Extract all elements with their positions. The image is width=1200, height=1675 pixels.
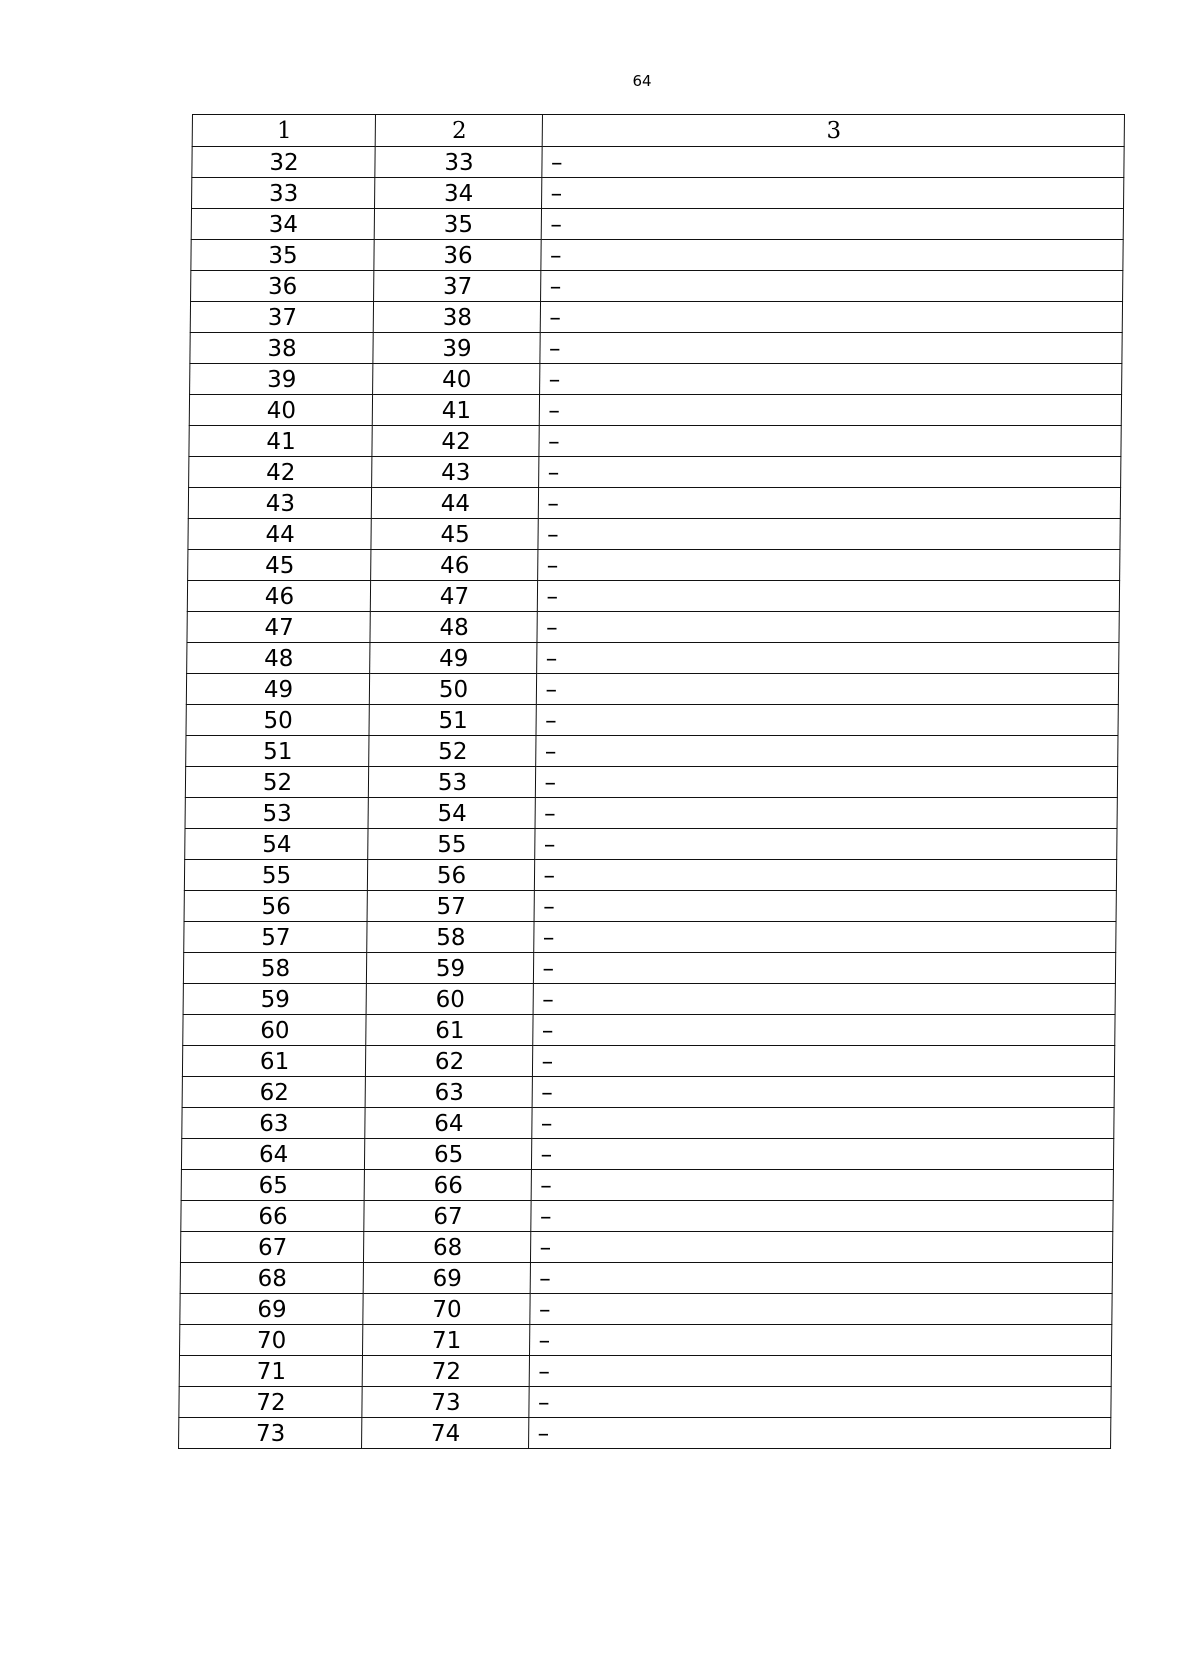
cell-col-1: 43 <box>188 488 371 519</box>
cell-col-2: 67 <box>364 1201 531 1232</box>
cell-col-2: 62 <box>366 1046 533 1077</box>
cell-col-1: 55 <box>185 860 368 891</box>
table-row <box>185 829 1117 860</box>
cell-col-3: – <box>536 736 1118 767</box>
table-row <box>190 302 1122 333</box>
cell-col-3: – <box>530 1263 1112 1294</box>
cell-col-2: 58 <box>367 922 534 953</box>
cell-col-1: 68 <box>180 1263 363 1294</box>
cell-col-1: 53 <box>185 798 368 829</box>
cell-col-1: 39 <box>190 364 373 395</box>
cell-col-2: 36 <box>374 240 541 271</box>
cell-col-1: 47 <box>187 612 370 643</box>
table-row <box>191 209 1123 240</box>
cell-col-1: 62 <box>182 1077 365 1108</box>
table-row <box>182 1108 1114 1139</box>
cell-col-2: 54 <box>368 798 535 829</box>
cell-col-1: 38 <box>190 333 373 364</box>
cell-col-2: 46 <box>371 550 538 581</box>
table-row <box>181 1139 1113 1170</box>
table-row <box>184 860 1116 891</box>
cell-col-2: 71 <box>363 1325 530 1356</box>
cell-col-1: 44 <box>188 519 371 550</box>
cell-col-1: 40 <box>189 395 372 426</box>
table-row <box>187 581 1119 612</box>
cell-col-1: 70 <box>180 1325 363 1356</box>
cell-col-1: 37 <box>190 302 373 333</box>
cell-col-1: 66 <box>181 1201 364 1232</box>
table-header-row <box>192 115 1124 147</box>
table-row <box>187 612 1119 643</box>
table-row <box>179 1387 1111 1418</box>
cell-col-2: 68 <box>364 1232 531 1263</box>
table-row <box>192 178 1124 209</box>
cell-col-3: – <box>537 643 1119 674</box>
cell-col-2: 57 <box>367 891 534 922</box>
cell-col-3: – <box>529 1356 1111 1387</box>
table-row <box>184 891 1116 922</box>
cell-col-1: 41 <box>189 426 372 457</box>
cell-col-3: – <box>538 519 1120 550</box>
cell-col-1: 52 <box>186 767 369 798</box>
table-row <box>188 550 1120 581</box>
cell-col-3: – <box>531 1201 1113 1232</box>
table-row <box>182 1077 1114 1108</box>
table-row <box>180 1232 1112 1263</box>
cell-col-3: – <box>533 1046 1115 1077</box>
cell-col-1: 59 <box>183 984 366 1015</box>
cell-col-3: – <box>538 550 1120 581</box>
table-row <box>188 519 1120 550</box>
cell-col-3: – <box>532 1108 1114 1139</box>
cell-col-3: – <box>531 1232 1113 1263</box>
cell-col-1: 69 <box>180 1294 363 1325</box>
cell-col-3: – <box>531 1170 1113 1201</box>
cell-col-2: 52 <box>369 736 536 767</box>
cell-col-2: 64 <box>365 1108 532 1139</box>
cell-col-2: 51 <box>369 705 536 736</box>
table-row <box>183 984 1115 1015</box>
table-row <box>190 364 1122 395</box>
cell-col-2: 44 <box>371 488 538 519</box>
table-row <box>186 705 1118 736</box>
cell-col-1: 35 <box>191 240 374 271</box>
cell-col-2: 41 <box>372 395 539 426</box>
table-body <box>179 147 1125 1449</box>
cell-col-2: 37 <box>374 271 541 302</box>
cell-col-2: 40 <box>373 364 540 395</box>
cell-col-2: 48 <box>370 612 537 643</box>
cell-col-3: – <box>529 1387 1111 1418</box>
cell-col-1: 33 <box>192 178 375 209</box>
cell-col-3: – <box>534 922 1116 953</box>
column-header-2: 2 <box>375 115 542 147</box>
cell-col-3: – <box>536 674 1118 705</box>
cell-col-3: – <box>534 891 1116 922</box>
cell-col-3: – <box>541 271 1123 302</box>
cell-col-3: – <box>538 488 1120 519</box>
table-row <box>191 240 1123 271</box>
cell-col-3: – <box>535 860 1117 891</box>
cell-col-1: 71 <box>179 1356 362 1387</box>
cell-col-2: 65 <box>365 1139 532 1170</box>
cell-col-2: 39 <box>373 333 540 364</box>
cell-col-1: 60 <box>183 1015 366 1046</box>
cell-col-3: – <box>530 1325 1112 1356</box>
cell-col-3: – <box>541 209 1123 240</box>
cell-col-3: – <box>539 426 1121 457</box>
table-row <box>192 147 1124 178</box>
table-row <box>189 457 1121 488</box>
cell-col-1: 42 <box>189 457 372 488</box>
cell-col-2: 72 <box>362 1356 529 1387</box>
cell-col-3: – <box>530 1294 1112 1325</box>
data-table <box>178 114 1125 1449</box>
table-row <box>188 488 1120 519</box>
cell-col-3: – <box>537 581 1119 612</box>
cell-col-2: 43 <box>372 457 539 488</box>
cell-col-2: 53 <box>369 767 536 798</box>
page-number: 64 <box>632 72 652 90</box>
cell-col-3: – <box>533 984 1115 1015</box>
cell-col-3: – <box>532 1139 1114 1170</box>
cell-col-3: – <box>542 147 1124 178</box>
cell-col-1: 56 <box>184 891 367 922</box>
table-row <box>181 1201 1113 1232</box>
cell-col-2: 42 <box>372 426 539 457</box>
table-row <box>189 426 1121 457</box>
cell-col-2: 60 <box>366 984 533 1015</box>
cell-col-1: 57 <box>184 922 367 953</box>
cell-col-1: 32 <box>192 147 375 178</box>
cell-col-3: – <box>536 705 1118 736</box>
cell-col-3: – <box>540 364 1122 395</box>
table-row <box>183 1015 1115 1046</box>
cell-col-3: – <box>541 240 1123 271</box>
cell-col-1: 49 <box>186 674 369 705</box>
cell-col-2: 34 <box>375 178 542 209</box>
table-row <box>186 674 1118 705</box>
cell-col-3: – <box>529 1418 1111 1449</box>
table-row <box>179 1418 1111 1449</box>
column-header-3: 3 <box>542 115 1124 147</box>
cell-col-1: 61 <box>183 1046 366 1077</box>
table-row <box>190 333 1122 364</box>
column-header-1: 1 <box>192 115 375 147</box>
cell-col-2: 73 <box>362 1387 529 1418</box>
cell-col-1: 54 <box>185 829 368 860</box>
table-row <box>187 643 1119 674</box>
table-row <box>182 1046 1114 1077</box>
cell-col-1: 50 <box>186 705 369 736</box>
cell-col-1: 48 <box>187 643 370 674</box>
cell-col-1: 51 <box>186 736 369 767</box>
cell-col-2: 70 <box>363 1294 530 1325</box>
cell-col-1: 45 <box>188 550 371 581</box>
cell-col-1: 58 <box>184 953 367 984</box>
table-row <box>185 767 1117 798</box>
cell-col-2: 63 <box>365 1077 532 1108</box>
cell-col-3: – <box>533 1015 1115 1046</box>
cell-col-2: 74 <box>362 1418 529 1449</box>
cell-col-2: 56 <box>368 860 535 891</box>
cell-col-2: 55 <box>368 829 535 860</box>
cell-col-3: – <box>535 798 1117 829</box>
cell-col-2: 49 <box>370 643 537 674</box>
cell-col-3: – <box>540 333 1122 364</box>
cell-col-2: 69 <box>363 1263 530 1294</box>
cell-col-3: – <box>540 302 1122 333</box>
table-row <box>191 271 1123 302</box>
table-row <box>179 1356 1111 1387</box>
cell-col-1: 34 <box>191 209 374 240</box>
cell-col-3: – <box>537 612 1119 643</box>
cell-col-1: 73 <box>179 1418 362 1449</box>
cell-col-3: – <box>532 1077 1114 1108</box>
cell-col-1: 64 <box>182 1139 365 1170</box>
table-row <box>179 1325 1111 1356</box>
cell-col-3: – <box>539 395 1121 426</box>
cell-col-2: 35 <box>374 209 541 240</box>
cell-col-3: – <box>536 767 1118 798</box>
table-row <box>184 922 1116 953</box>
cell-col-3: – <box>535 829 1117 860</box>
cell-col-2: 61 <box>366 1015 533 1046</box>
cell-col-2: 50 <box>369 674 536 705</box>
table-row <box>189 395 1121 426</box>
cell-col-1: 46 <box>187 581 370 612</box>
cell-col-1: 67 <box>181 1232 364 1263</box>
table-row <box>180 1294 1112 1325</box>
cell-col-2: 66 <box>364 1170 531 1201</box>
table-row <box>180 1263 1112 1294</box>
cell-col-2: 45 <box>371 519 538 550</box>
cell-col-2: 59 <box>367 953 534 984</box>
table-row <box>186 736 1118 767</box>
cell-col-1: 72 <box>179 1387 362 1418</box>
cell-col-3: – <box>542 178 1124 209</box>
cell-col-2: 33 <box>375 147 542 178</box>
cell-col-2: 47 <box>370 581 537 612</box>
table-row <box>183 953 1115 984</box>
cell-col-1: 36 <box>191 271 374 302</box>
cell-col-1: 65 <box>181 1170 364 1201</box>
table-row <box>185 798 1117 829</box>
cell-col-1: 63 <box>182 1108 365 1139</box>
cell-col-3: – <box>534 953 1116 984</box>
table-row <box>181 1170 1113 1201</box>
cell-col-3: – <box>539 457 1121 488</box>
cell-col-2: 38 <box>373 302 540 333</box>
